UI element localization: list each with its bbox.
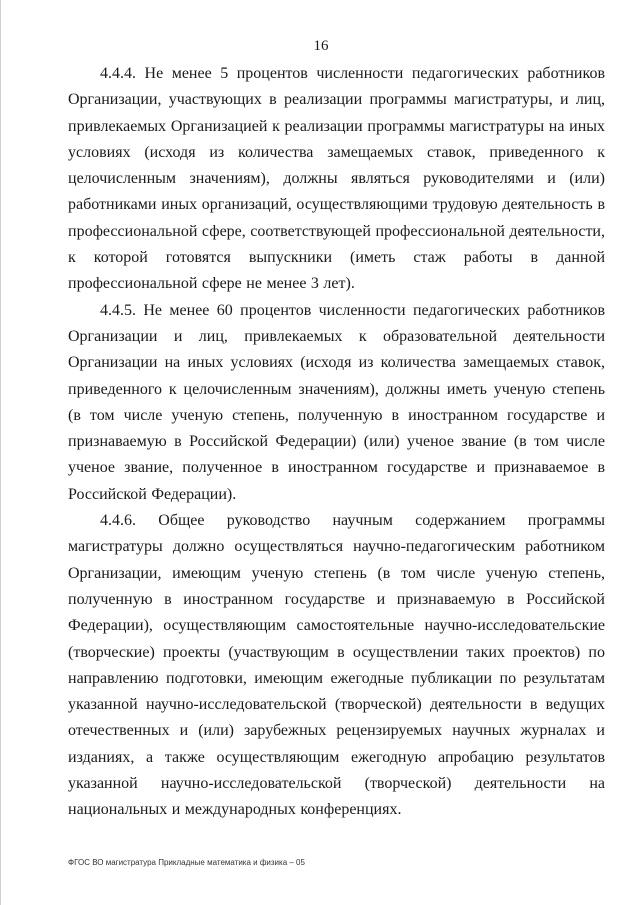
paragraph-4-4-5: 4.4.5. Не менее 60 процентов численности педагогических работников Организации и лиц, привлекаемых к образовательной деятельности Организации на иных условиях (исходя из количества замещаемых ставок, приведенного к целочисленным значениям), должны иметь ученую степень (в том числе ученую степень, полученную в иностранном государстве и признаваемую в Российской Федерации) (или) ученое звание (в том числе ученое звание, полученное в иностранном государстве и признаваемое в Российской Федерации). [68, 301, 605, 503]
document-body [68, 61, 605, 824]
paragraph-4-4-6: 4.4.6. Общее руководство научным содержанием программы магистратуры должно осуществляться научно-педагогическим работником Организации, имеющим ученую степень (в том числе ученую степень, полученную в иностранном государстве и признаваемую в Российской Федерации), осуществляющим самостоятельные научно-исследовательские (творческие) проекты (участвующим в осуществлении таких проектов) по направлению подготовки, имеющим ежегодные публикации по результатам указанной научно-исследовательской (творческой) деятельности в ведущих отечественных и (или) зарубежных рецензируемых научных журналах и изданиях, а также осуществляющим ежегодную апробацию результатов указанной научно-исследовательской (творческой) деятельности на национальных и международных конференциях. [68, 512, 605, 819]
document-footer: ФГОС ВО магистратура Прикладные математика и физика – 05 [68, 858, 305, 867]
page-number: 16 [313, 38, 329, 54]
paragraph-4-4-4: 4.4.4. Не менее 5 процентов численности педагогических работников Организации, участвующих в реализации программы магистратуры, и лиц, привлекаемых Организацией к реализации программы магистратуры на иных условиях (исходя из количества замещаемых ставок, приведенного к целочисленным значениям), должны являться руководителями и (или) работниками иных организаций, осуществляющими трудовую деятельность в профессиональной сфере, соответствующей профессиональной деятельности, к которой готовятся выпускники (иметь стаж работы в данной профессиональной сфере не менее 3 лет). [68, 65, 605, 293]
